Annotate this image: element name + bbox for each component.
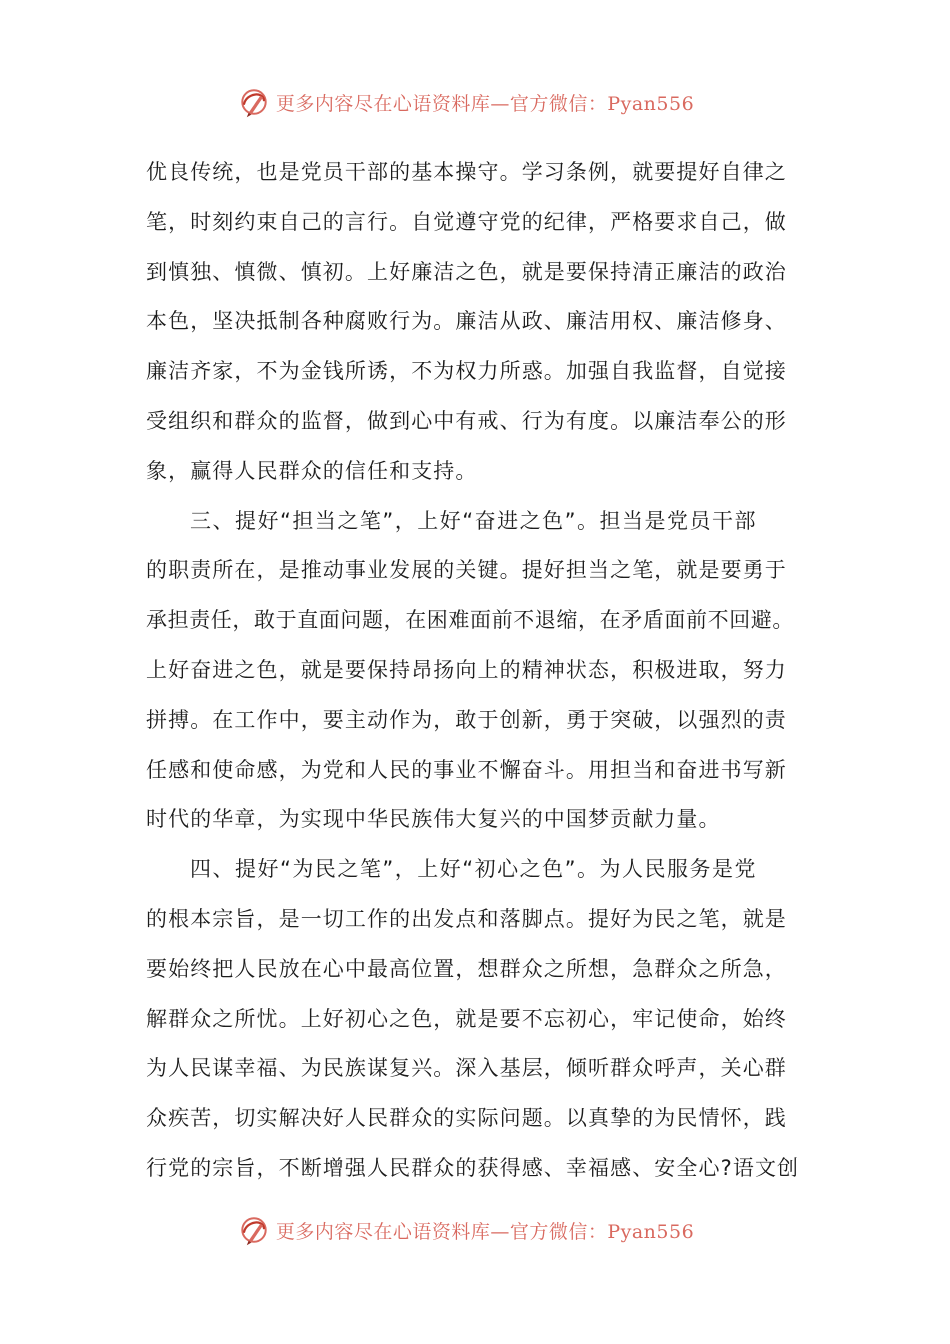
- pen-swirl-logo-icon: [236, 84, 272, 120]
- text-line: 为人民谋幸福、为民族谋复兴。深入基层，倾听群众呼声，关心群: [146, 1056, 787, 1081]
- text-line: 行党的宗旨，不断增强人民群众的获得感、幸福感、安全心?语文创: [146, 1155, 800, 1180]
- text-line: 本色，坚决抵制各种腐败行为。廉洁从政、廉洁用权、廉洁修身、: [146, 309, 787, 334]
- footer-banner-text: 更多内容尽在心语资料库—官方微信：Pyan556: [275, 1220, 695, 1243]
- paragraph-start-line: 三、提好“担当之笔”，上好“奋进之色”。担当是党员干部: [190, 508, 758, 533]
- text-line: 时代的华章，为实现中华民族伟大复兴的中国梦贡献力量。: [146, 807, 721, 832]
- paragraph-start-line: 四、提好“为民之笔”，上好“初心之色”。为人民服务是党: [190, 857, 758, 882]
- footer-banner: [0, 1210, 950, 1250]
- text-line: 承担责任，敢于直面问题，在困难面前不退缩，在矛盾面前不回避。: [146, 608, 794, 633]
- text-line: 受组织和群众的监督，做到心中有戒、行为有度。以廉洁奉公的形: [146, 408, 787, 433]
- text-line: 解群众之所忧。上好初心之色，就是要不忘初心，牢记使命，始终: [146, 1006, 787, 1031]
- text-line: 任感和使命感，为党和人民的事业不懈奋斗。用担当和奋进书写新: [146, 757, 787, 782]
- text-line: 廉洁齐家，不为金钱所诱，不为权力所惑。加强自我监督，自觉接: [146, 359, 787, 384]
- text-line: 优良传统，也是党员干部的基本操守。学习条例，就要提好自律之: [146, 160, 787, 184]
- text-line: 上好奋进之色，就是要保持昂扬向上的精神状态，积极进取，努力: [146, 657, 787, 682]
- text-line: 拼搏。在工作中，要主动作为，敢于创新，勇于突破，以强烈的责: [146, 707, 787, 732]
- text-line: 众疾苦，切实解决好人民群众的实际问题。以真挚的为民情怀，践: [146, 1106, 787, 1131]
- text-line: 要始终把人民放在心中最高位置，想群众之所想，急群众之所急，: [146, 956, 787, 981]
- header-banner-text: 更多内容尽在心语资料库—官方微信：Pyan556: [275, 92, 695, 115]
- text-line: 笔，时刻约束自己的言行。自觉遵守党的纪律，严格要求自己，做: [146, 209, 787, 234]
- pen-swirl-logo-icon: [236, 1212, 272, 1248]
- text-line: 的职责所在，是推动事业发展的关键。提好担当之笔，就是要勇于: [146, 558, 787, 583]
- document-body: [146, 148, 816, 1194]
- text-line: 的根本宗旨，是一切工作的出发点和落脚点。提好为民之笔，就是: [146, 906, 787, 931]
- header-banner: [0, 82, 950, 122]
- text-line: 到慎独、慎微、慎初。上好廉洁之色，就是要保持清正廉洁的政治: [146, 259, 787, 284]
- text-line: 象，赢得人民群众的信任和支持。: [146, 458, 478, 483]
